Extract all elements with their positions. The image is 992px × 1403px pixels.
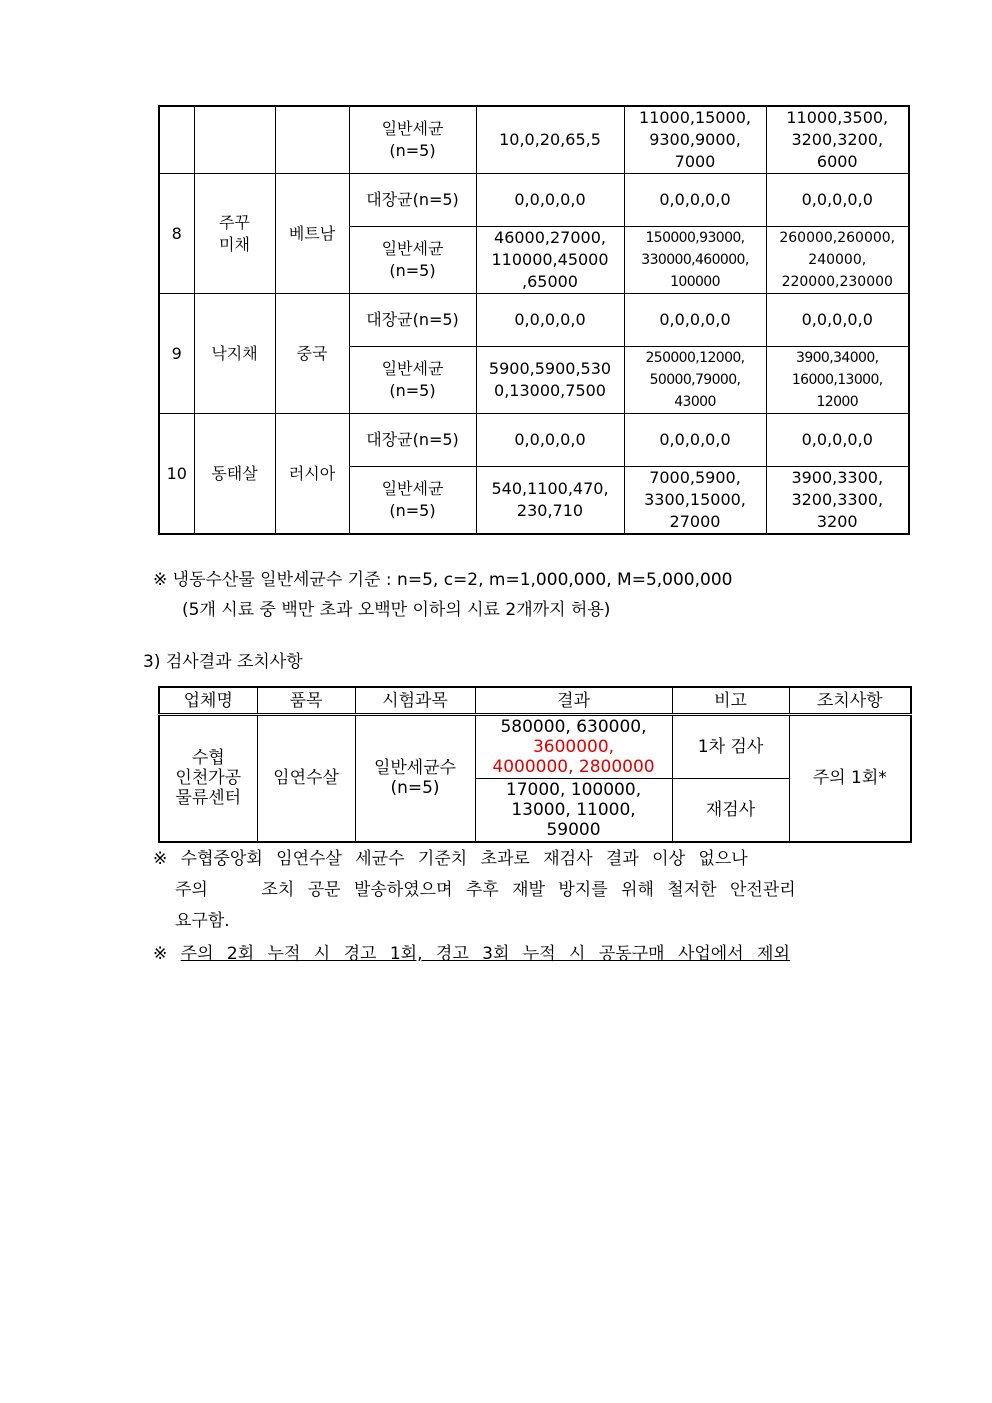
value-cell: 3900,3300, 3200,3300, 3200	[766, 467, 909, 535]
value-cell: 0,0,0,0,0	[624, 414, 766, 467]
product-name-cell: 주꾸 미채	[194, 174, 275, 294]
item-cell: 임연수살	[257, 715, 355, 842]
action-note-continued: 주의 조치 공문 발송하였으며 추후 재발 방지를 위해 철저한 안전관리	[175, 880, 796, 900]
test-label-cell: 일반세균 (n=5)	[349, 227, 476, 294]
column-header: 품목	[257, 687, 355, 715]
reference-mark: ※	[153, 944, 168, 964]
test-label-cell: 대장균(n=5)	[349, 174, 476, 227]
product-name-cell: 동태살	[194, 414, 275, 535]
origin-cell	[275, 106, 349, 174]
column-header: 업체명	[159, 687, 257, 715]
test-label-cell: 일반세균 (n=5)	[349, 106, 476, 174]
origin-cell: 베트남	[275, 174, 349, 294]
test-label-cell: 대장균(n=5)	[349, 414, 476, 467]
value-cell: 0,0,0,0,0	[766, 414, 909, 467]
value-cell: 0,0,0,0,0	[476, 414, 624, 467]
value-cell: 260000,260000, 240000, 220000,230000	[766, 227, 909, 294]
value-cell: 0,0,0,0,0	[476, 174, 624, 227]
origin-cell: 중국	[275, 294, 349, 414]
value-cell: 10,0,20,65,5	[476, 106, 624, 174]
table-row	[159, 174, 909, 227]
row-number-cell: 10	[159, 414, 194, 535]
table-row	[159, 715, 911, 779]
test-label-cell: 일반세균 (n=5)	[349, 347, 476, 414]
column-header: 결과	[475, 687, 672, 715]
row-number-cell: 8	[159, 174, 194, 294]
result-action-table	[158, 686, 912, 843]
value-cell: 0,0,0,0,0	[476, 294, 624, 347]
test-cell: 일반세균수 (n=5)	[355, 715, 475, 842]
test-label-cell: 일반세균 (n=5)	[349, 467, 476, 535]
standard-note-detail: (5개 시료 중 백만 초과 오백만 이하의 시료 2개까지 허용)	[182, 600, 611, 620]
result-cell: 17000, 100000, 13000, 11000, 59000	[475, 779, 672, 842]
value-cell: 5900,5900,530 0,13000,7500	[476, 347, 624, 414]
penalty-note	[153, 942, 790, 966]
value-cell: 46000,27000, 110000,45000 ,65000	[476, 227, 624, 294]
value-cell: 11000,15000, 9300,9000, 7000	[624, 106, 766, 174]
value-cell: 250000,12000, 50000,79000, 43000	[624, 347, 766, 414]
value-cell: 11000,3500, 3200,3200, 6000	[766, 106, 909, 174]
product-name-cell: 낙지채	[194, 294, 275, 414]
value-cell: 150000,93000, 330000,460000, 100000	[624, 227, 766, 294]
remark-cell: 1차 검사	[672, 715, 789, 779]
company-cell: 수협 인천가공 물류센터	[159, 715, 257, 842]
test-label-cell: 대장균(n=5)	[349, 294, 476, 347]
column-header: 시험과목	[355, 687, 475, 715]
result-exceeded-values: 3600000, 4000000, 2800000	[492, 737, 655, 777]
remark-cell: 재검사	[672, 779, 789, 842]
table-row	[159, 414, 909, 467]
action-note: ※ 수협중앙회 임연수살 세균수 기준치 초과로 재검사 결과 이상 없으나	[153, 849, 748, 869]
section-heading: 3) 검사결과 조치사항	[143, 652, 303, 672]
value-cell: 3900,34000, 16000,13000, 12000	[766, 347, 909, 414]
penalty-rule: 주의 2회 누적 시 경고 1회, 경고 3회 누적 시 공동구매 사업에서 제외	[180, 944, 790, 964]
value-cell: 540,1100,470, 230,710	[476, 467, 624, 535]
column-header: 비고	[672, 687, 789, 715]
product-name-cell	[194, 106, 275, 174]
result-cell	[475, 715, 672, 779]
action-note-end: 요구함.	[175, 911, 230, 931]
value-cell: 0,0,0,0,0	[624, 174, 766, 227]
column-header: 조치사항	[789, 687, 911, 715]
value-cell: 0,0,0,0,0	[766, 294, 909, 347]
standard-note: ※ 냉동수산물 일반세균수 기준 : n=5, c=2, m=1,000,000, M=5,000,000	[153, 570, 733, 590]
table-row	[159, 294, 909, 347]
row-number-cell: 9	[159, 294, 194, 414]
value-cell: 0,0,0,0,0	[624, 294, 766, 347]
value-cell: 7000,5900, 3300,15000, 27000	[624, 467, 766, 535]
action-cell: 주의 1회*	[789, 715, 911, 842]
origin-cell: 러시아	[275, 414, 349, 535]
row-number-cell	[159, 106, 194, 174]
value-cell: 0,0,0,0,0	[766, 174, 909, 227]
table-row	[159, 106, 909, 174]
result-normal-values: 580000, 630000,	[500, 717, 647, 737]
inspection-table	[158, 105, 910, 535]
header-row	[159, 687, 911, 715]
